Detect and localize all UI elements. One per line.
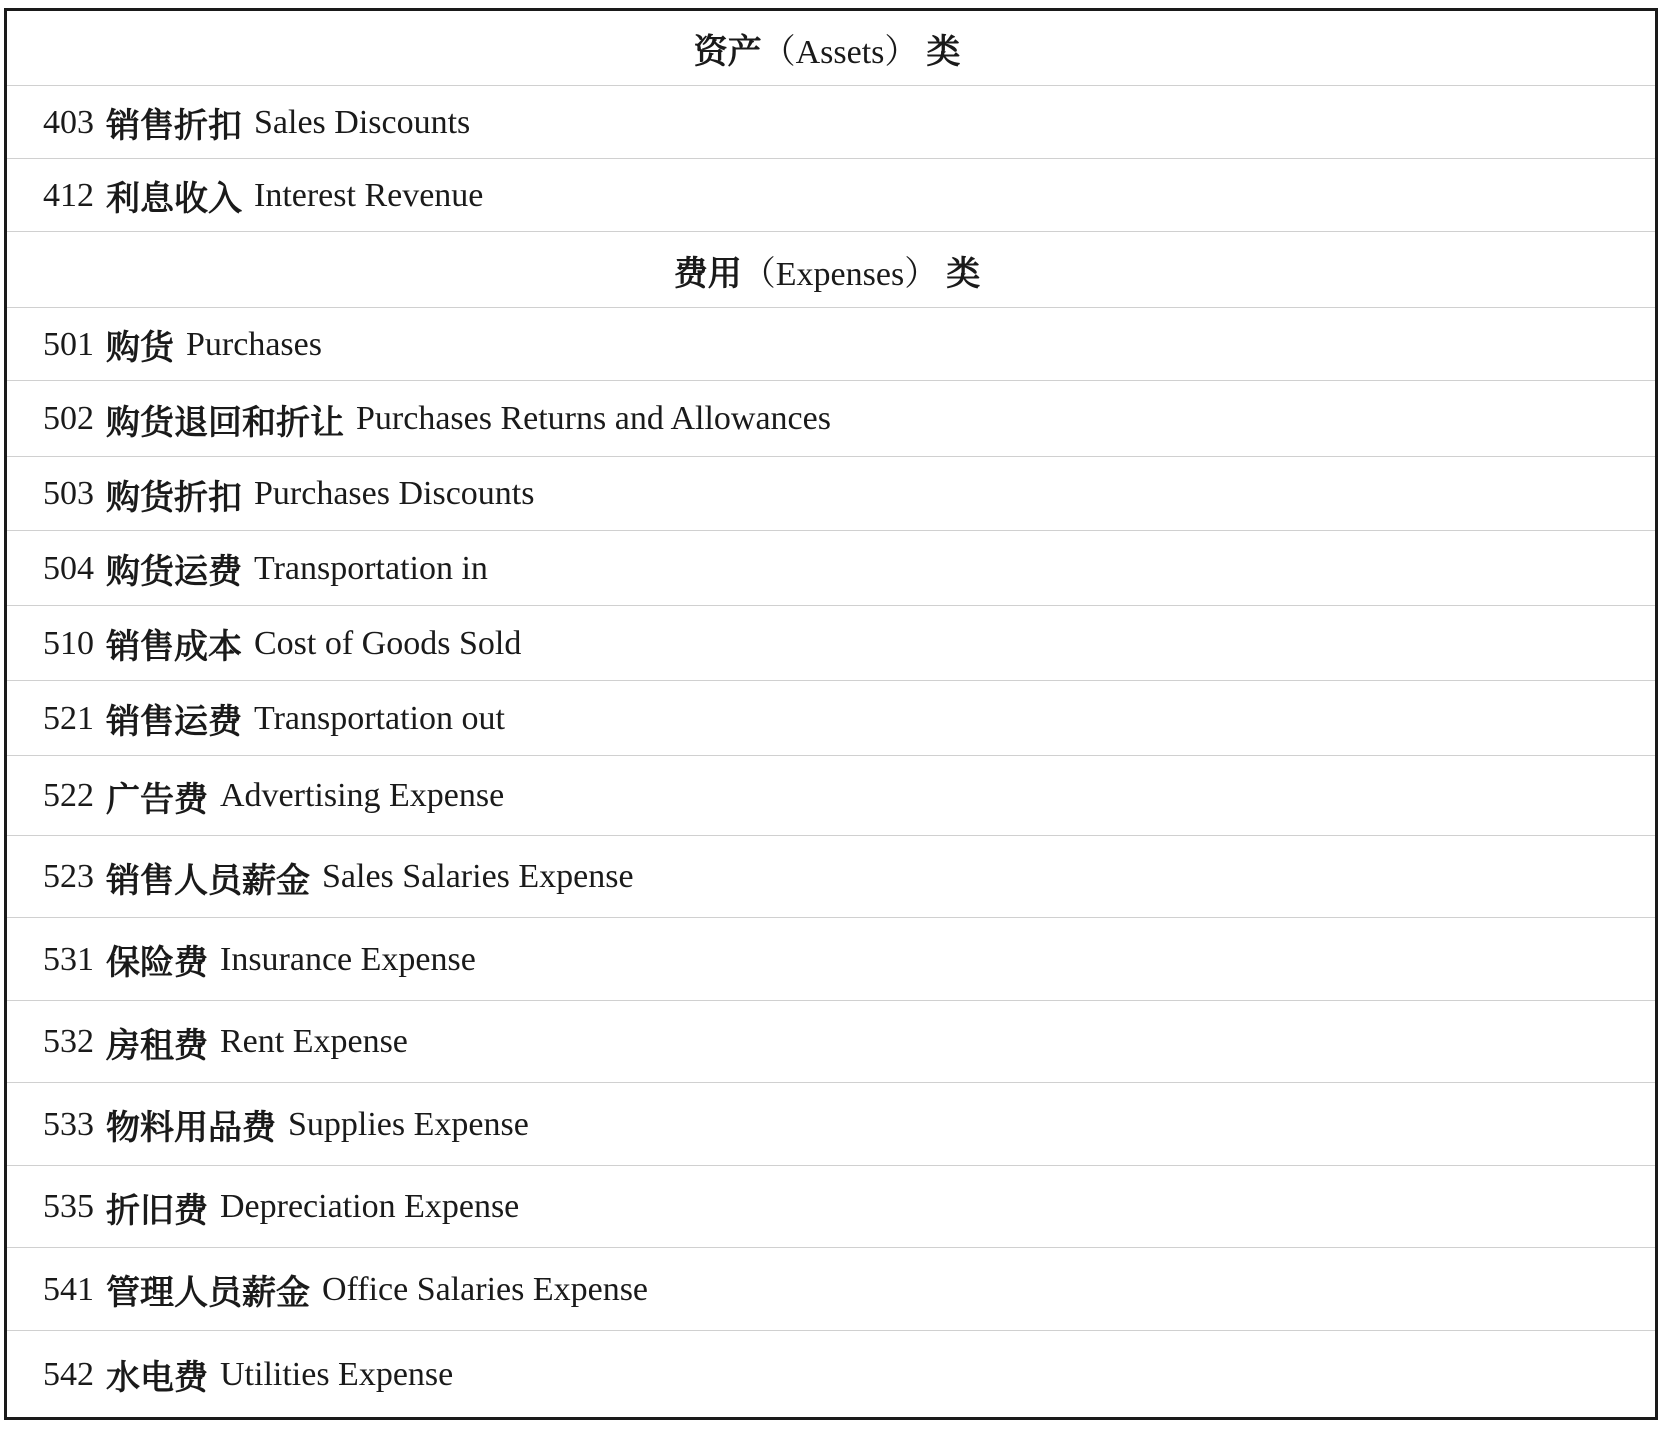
account-name-cn: 保险费 — [106, 943, 208, 983]
account-code: 501 — [43, 325, 94, 363]
account-name-cn: 水电费 — [106, 1358, 208, 1398]
account-name-cn: 房租费 — [106, 1025, 208, 1066]
table-row — [7, 85, 1655, 159]
account-code: 503 — [43, 475, 94, 512]
section-header-suffix: 类 — [926, 31, 961, 72]
account-name-cn: 销售运费 — [106, 702, 242, 742]
account-name-en: Transportation in — [254, 549, 488, 587]
account-code: 542 — [43, 1355, 94, 1393]
section-header-en: （Assets） — [761, 33, 919, 71]
account-name-cn: 利息收入 — [106, 179, 242, 219]
account-code: 541 — [43, 1270, 94, 1308]
account-name-cn: 销售折扣 — [106, 106, 242, 146]
section-header-expenses — [7, 231, 1655, 308]
table-row — [7, 605, 1655, 681]
account-name-en: Interest Revenue — [254, 176, 484, 214]
account-name-en: Utilities Expense — [220, 1355, 454, 1393]
account-table — [4, 8, 1658, 1420]
account-name-en: Purchases Discounts — [254, 475, 535, 512]
account-name-en: Sales Discounts — [254, 103, 471, 141]
account-name-cn: 管理人员薪金 — [106, 1273, 310, 1313]
account-code: 521 — [43, 699, 94, 737]
table-row — [7, 1082, 1655, 1166]
account-name-en: Sales Salaries Expense — [322, 858, 634, 895]
account-name-en: Insurance Expense — [220, 940, 476, 978]
account-code: 523 — [43, 858, 94, 895]
table-row — [7, 380, 1655, 457]
table-row — [7, 530, 1655, 606]
account-name-cn: 销售人员薪金 — [106, 860, 310, 901]
account-code: 502 — [43, 400, 94, 437]
account-name-en: Cost of Goods Sold — [254, 624, 522, 662]
account-name-cn: 折旧费 — [106, 1190, 208, 1231]
account-name-cn: 购货运费 — [106, 552, 242, 592]
account-name-en: Purchases — [186, 325, 322, 363]
account-name-cn: 购货折扣 — [106, 477, 242, 518]
account-name-en: Supplies Expense — [288, 1105, 529, 1143]
table-row — [7, 917, 1655, 1001]
account-name-cn: 购货 — [106, 328, 174, 368]
table-row — [7, 456, 1655, 531]
account-name-cn: 广告费 — [106, 779, 208, 820]
account-code: 504 — [43, 549, 94, 587]
section-header-cn: 资产 — [693, 31, 762, 72]
account-code: 531 — [43, 940, 94, 978]
account-code: 403 — [43, 103, 94, 141]
account-name-en: Rent Expense — [220, 1023, 408, 1060]
account-name-en: Depreciation Expense — [220, 1188, 520, 1225]
account-code: 532 — [43, 1023, 94, 1060]
account-name-cn: 购货退回和折让 — [106, 402, 344, 443]
table-row — [7, 1247, 1655, 1331]
account-name-en: Advertising Expense — [220, 777, 505, 814]
section-header-suffix: 类 — [946, 253, 981, 294]
table-row — [7, 158, 1655, 232]
account-name-en: Purchases Returns and Allowances — [356, 400, 831, 437]
account-name-en: Office Salaries Expense — [322, 1270, 649, 1308]
section-header-cn: 费用 — [673, 253, 742, 294]
account-name-en: Transportation out — [254, 699, 505, 737]
table-row — [7, 1330, 1655, 1418]
table-row — [7, 1000, 1655, 1083]
table-row — [7, 1165, 1655, 1248]
section-header-en: （Expenses） — [741, 255, 939, 293]
table-row — [7, 835, 1655, 918]
account-code: 412 — [43, 176, 94, 214]
table-row — [7, 755, 1655, 836]
table-row — [7, 307, 1655, 381]
account-name-cn: 销售成本 — [106, 627, 242, 667]
account-code: 522 — [43, 777, 94, 814]
table-row — [7, 680, 1655, 756]
account-name-cn: 物料用品费 — [106, 1108, 276, 1148]
account-code: 533 — [43, 1105, 94, 1143]
section-header-assets — [7, 11, 1655, 85]
account-code: 535 — [43, 1188, 94, 1225]
account-code: 510 — [43, 624, 94, 662]
